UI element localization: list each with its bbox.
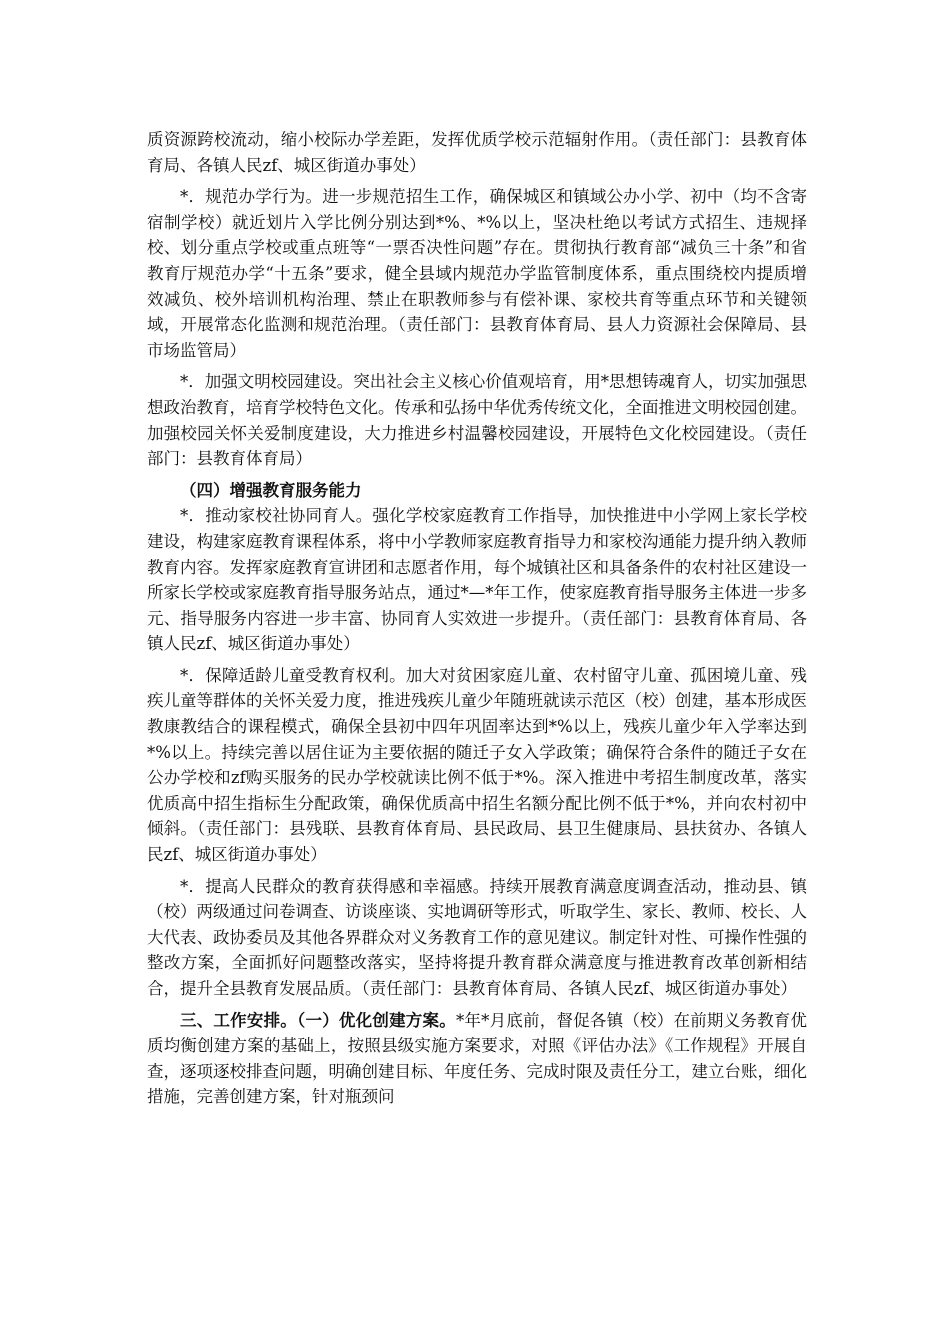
work-arrangement-heading: 三、工作安排。（一）优化创建方案。: [180, 1010, 456, 1030]
paragraph-home-school-cooperation: *．推动家校社协同育人。强化学校家庭教育工作指导，加快推进中小学网上家长学校建设，构建家庭教育课程体系，将中小学教师家庭教育指导力和家校沟通能力提升纳入教师教育内容。发挥家庭教育宣讲团和志愿者作用，每个城镇社区和具备条件的农村社区建设一所家长学校或家庭教育指导服务站点，通过*—*年工作，使家庭教育指导服务主体进一步多元、指导服务内容进一步丰富、协同育人实效进一步提升。（责任部门：县教育体育局、各镇人民zf、城区街道办事处）: [147, 506, 807, 654]
paragraph-continuation: 质资源跨校流动，缩小校际办学差距，发挥优质学校示范辐射作用。（责任部门：县教育体育局、各镇人民zf、城区街道办事处）: [147, 130, 807, 175]
paragraph-public-satisfaction: *．提高人民群众的教育获得感和幸福感。持续开展教育满意度调查活动，推动县、镇（校）两级通过问卷调查、访谈座谈、实地调研等形式，听取学生、家长、教师、校长、人大代表、政协委员及其他各界群众对义务教育工作的意见建议。制定针对性、可操作性强的整改方案，全面抓好问题整改落实，坚持将提升教育群众满意度与推进教育改革创新相结合，提升全县教育发展品质。（责任部门：县教育体育局、各镇人民zf、城区街道办事处）: [147, 876, 807, 998]
paragraph-work-arrangement: [147, 1008, 807, 1110]
section-heading-service-capacity: （四）增强教育服务能力: [180, 480, 362, 500]
work-arrangement-text: *年*月底前，督促各镇（校）在前期义务教育优质均衡创建方案的基础上，按照县级实施方案要求，对照《评估办法》《工作规程》开展自查，逐项逐校排查问题，明确创建目标、年度任务、完成时限及责任分工，建立台账，细化措施，完善创建方案，针对瓶颈问: [147, 1010, 808, 1107]
document-body: [147, 127, 807, 1110]
paragraph-standardize-schooling: *．规范办学行为。进一步规范招生工作，确保城区和镇域公办小学、初中（均不含寄宿制学校）就近划片入学比例分别达到*%、*%以上，坚决杜绝以考试方式招生、违规择校、划分重点学校或重点班等“一票否决性问题”存在。贯彻执行教育部“减负三十条”和省教育厅规范办学“十五条”要求，健全县域内规范办学监管制度体系，重点围绕校内提质增效减负、校外培训机构治理、禁止在职教师参与有偿补课、家校共育等重点环节和关键领域，开展常态化监测和规范治理。（责任部门：县教育体育局、县人力资源社会保障局、县市场监管局）: [147, 187, 807, 360]
paragraph-civilized-campus: *．加强文明校园建设。突出社会主义核心价值观培育，用*思想铸魂育人，切实加强思想政治教育，培育学校特色文化。传承和弘扬中华优秀传统文化，全面推进文明校园创建。加强校园关怀关爱制度建设，大力推进乡村温馨校园建设，开展特色文化校园建设。（责任部门：县教育体育局）: [147, 372, 807, 469]
paragraph-education-rights: *．保障适龄儿童受教育权利。加大对贫困家庭儿童、农村留守儿童、孤困境儿童、残疾儿童等群体的关怀关爱力度，推进残疾儿童少年随班就读示范区（校）创建，基本形成医教康教结合的课程模式，确保全县初中四年巩固率达到*%以上，残疾儿童少年入学率达到*%以上。持续完善以居住证为主要依据的随迁子女入学政策；确保符合条件的随迁子女在公办学校和zf购买服务的民办学校就读比例不低于*%。深入推进中考招生制度改革，落实优质高中招生指标生分配政策，确保优质高中招生名额分配比例不低于*%，并向农村初中倾斜。（责任部门：县残联、县教育体育局、县民政局、县卫生健康局、县扶贫办、各镇人民zf、城区街道办事处）: [147, 665, 807, 865]
